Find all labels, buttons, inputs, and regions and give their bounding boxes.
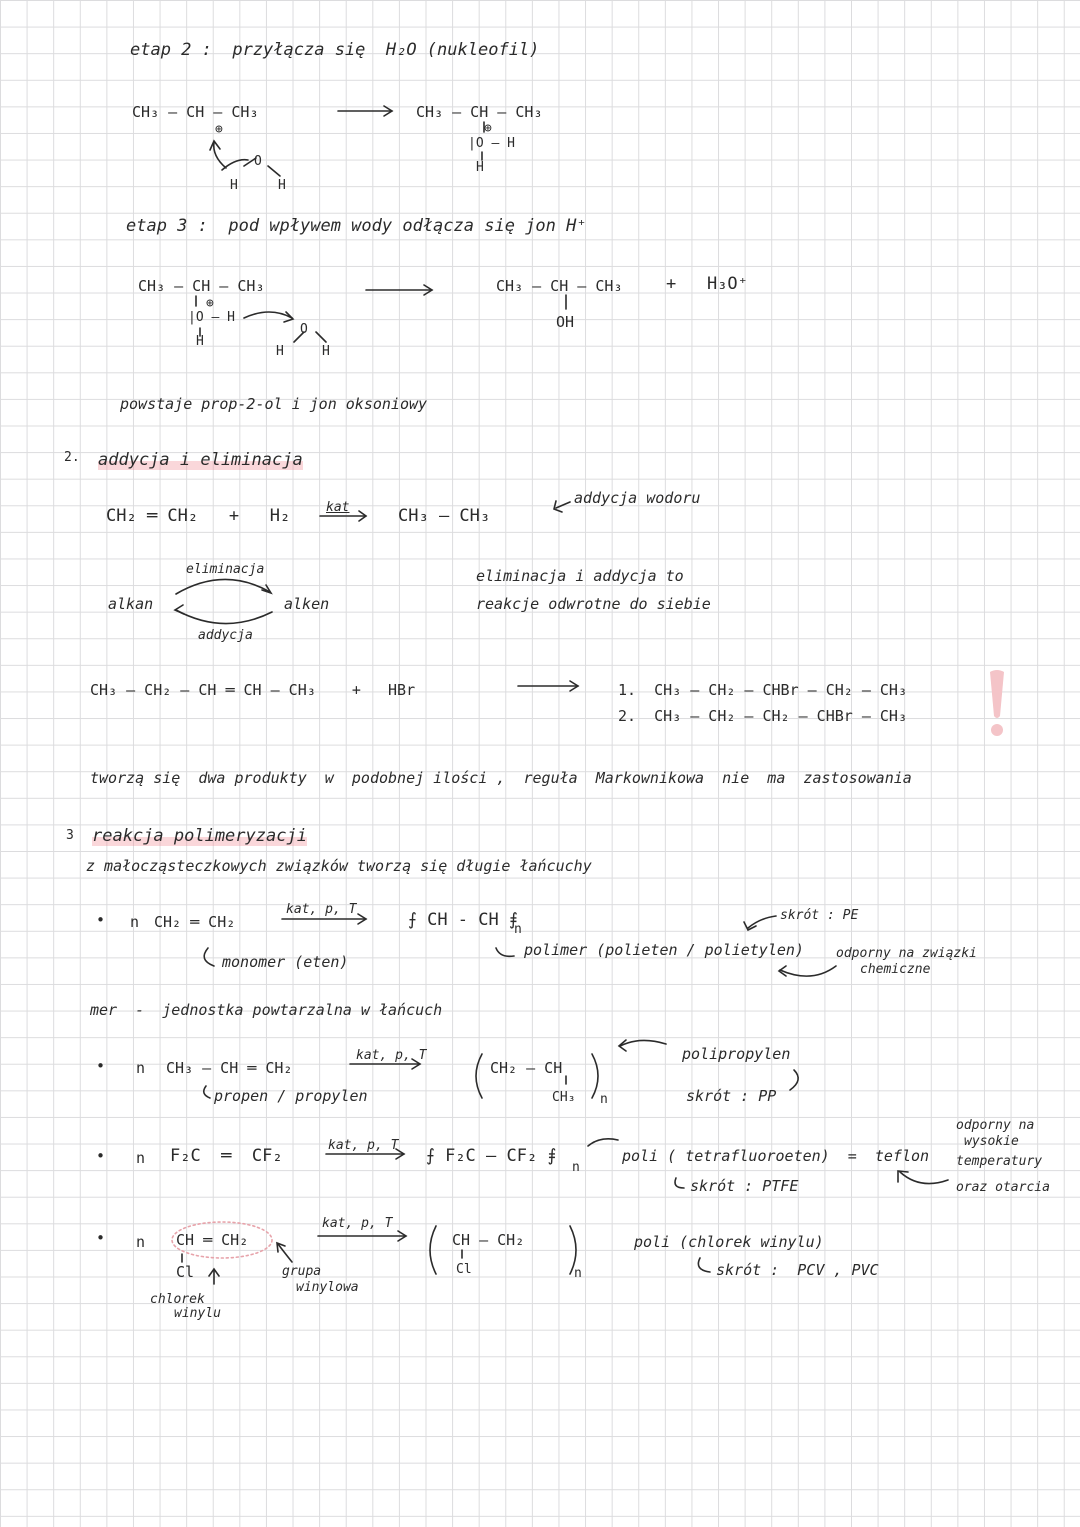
pvc-monomer-label-1: chlorek bbox=[150, 1292, 205, 1307]
pvc-group-label-1: grupa bbox=[282, 1264, 322, 1279]
etap3-product-chain: CH₃ — CH — CH₃ bbox=[496, 277, 623, 295]
pe-conditions: kat, p, T bbox=[286, 902, 357, 917]
pvc-group-label-2: winylowa bbox=[296, 1280, 359, 1295]
cycle-arrow-bottom bbox=[176, 610, 272, 624]
etap2-oh: |O — H bbox=[468, 136, 515, 151]
etap2-left-chain: CH₃ — CH — CH₃ bbox=[132, 103, 259, 121]
cycle-eliminacja: eliminacja bbox=[186, 562, 265, 577]
pp-n-sub: n bbox=[600, 1092, 608, 1107]
ptfe-abbr: skrót : PTFE bbox=[690, 1177, 799, 1195]
pe-polymer: ⨍ CH - CH ⨎ bbox=[408, 910, 518, 930]
pe-polymer-n: n bbox=[514, 922, 522, 937]
section2-number: 2. bbox=[64, 450, 80, 465]
pe-monomer-label: monomer (eten) bbox=[222, 953, 349, 971]
eq2-product-2: 2. CH₃ — CH₂ — CH₂ — CHBr — CH₃ bbox=[618, 707, 907, 725]
ptfe-note-line4: oraz otarcia bbox=[956, 1180, 1050, 1195]
section2-title: addycja i eliminacja bbox=[98, 450, 303, 470]
water-hydrogen-2: H bbox=[278, 178, 286, 193]
etap3-oxonium: + H₃O⁺ bbox=[666, 274, 748, 294]
pp-unit: CH₂ — CH bbox=[490, 1059, 563, 1077]
eq1-catalyst: kat bbox=[326, 500, 350, 515]
etap3-reaction-arrow bbox=[366, 285, 432, 295]
eq2-arrow bbox=[518, 681, 578, 691]
oxonium-charge: ⊕ bbox=[484, 121, 492, 136]
exclamation-icon bbox=[982, 668, 1012, 740]
pe-note-line2: chemiczne bbox=[860, 962, 931, 977]
section3-title: reakcja polimeryzacji bbox=[92, 826, 307, 846]
markovnikov-conclusion: tworzą się dwa produkty w podobnej ilości , reguła Markownikowa nie ma zastosowania bbox=[90, 769, 912, 787]
mer-definition: mer - jednostka powtarzalna w łańcuch bbox=[90, 1001, 443, 1019]
pvc-unit: CH — CH₂ bbox=[452, 1231, 525, 1249]
section3-number: 3 bbox=[66, 828, 74, 843]
water-hydrogen-1: H bbox=[230, 178, 238, 193]
pe-note-line1: odporny na związki bbox=[836, 946, 977, 961]
pvc-conditions: kat, p, T bbox=[322, 1216, 393, 1231]
etap3-product-oh: OH bbox=[556, 313, 575, 331]
pe-monomer: CH₂ ═ CH₂ bbox=[154, 913, 236, 931]
pp-bullet: • bbox=[96, 1057, 106, 1075]
etap3-charge: ⊕ bbox=[206, 296, 214, 311]
pvc-bullet: • bbox=[96, 1229, 106, 1247]
ptfe-polymer: ⨍ F₂C — CF₂ ⨎ bbox=[426, 1146, 557, 1166]
pp-monomer: CH₃ — CH ═ CH₂ bbox=[166, 1059, 293, 1077]
pvc-chlorine: Cl bbox=[176, 1263, 195, 1281]
etap3-h: H bbox=[196, 334, 204, 349]
note-products: powstaje prop-2-ol i jon oksoniowy bbox=[120, 395, 428, 413]
eq2-product-1: 1. CH₃ — CH₂ — CHBr — CH₂ — CH₃ bbox=[618, 681, 907, 699]
pvc-n-sub: n bbox=[574, 1266, 582, 1281]
pe-n: n bbox=[130, 913, 140, 931]
pvc-name: poli (chlorek winylu) bbox=[634, 1233, 824, 1251]
etap2-right-chain: CH₃ — CH — CH₃ bbox=[416, 103, 543, 121]
pvc-n: n bbox=[136, 1233, 146, 1251]
etap2-reaction-arrow bbox=[338, 106, 392, 116]
ptfe-note-line2: wysokie bbox=[964, 1134, 1019, 1149]
ptfe-note-line3: temperatury bbox=[956, 1154, 1043, 1169]
water-oxygen: O bbox=[254, 154, 262, 169]
ptfe-note-line1: odporny na bbox=[956, 1118, 1035, 1133]
etap3-oh: |O — H bbox=[188, 310, 235, 325]
etap2-title: etap 2 : przyłącza się H₂O (nukleofil) bbox=[130, 40, 540, 60]
eq2-reactants: CH₃ — CH₂ — CH ═ CH — CH₃ + HBr bbox=[90, 681, 416, 699]
etap2-h: H bbox=[476, 160, 484, 175]
etap3-title: etap 3 : pod wpływem wody odłącza się jon H⁺ bbox=[126, 216, 587, 236]
pvc-unit-chlorine: Cl bbox=[456, 1262, 472, 1277]
eq1-product: CH₃ — CH₃ bbox=[398, 506, 491, 526]
ptfe-conditions: kat, p, T bbox=[328, 1138, 399, 1153]
cycle-note-line1: eliminacja i addycja to bbox=[476, 567, 684, 585]
pp-conditions: kat, p, T bbox=[356, 1048, 427, 1063]
pe-polymer-name: polimer (polieten / polietylen) bbox=[524, 941, 804, 959]
etap2-curved-arrow bbox=[214, 142, 226, 168]
cycle-addycja: addycja bbox=[198, 628, 253, 643]
cycle-note-line2: reakcje odwrotne do siebie bbox=[476, 595, 711, 613]
ptfe-n: n bbox=[136, 1149, 146, 1167]
ptfe-name: poli ( tetrafluoroeten) = teflon bbox=[622, 1147, 930, 1165]
ptfe-bullet: • bbox=[96, 1147, 106, 1165]
pp-methyl: CH₃ bbox=[552, 1090, 576, 1105]
section3-intro: z małocząsteczkowych związków tworzą się długie łańcuchy bbox=[86, 857, 592, 875]
eq1-reactants: CH₂ ═ CH₂ + H₂ bbox=[106, 506, 291, 526]
ptfe-n-sub: n bbox=[572, 1160, 580, 1175]
etap3-water-h2: H bbox=[322, 344, 330, 359]
pe-bullet: • bbox=[96, 911, 106, 929]
pp-name: polipropylen bbox=[682, 1045, 791, 1063]
carbocation-charge: ⊕ bbox=[215, 122, 223, 137]
eq1-note: addycja wodoru bbox=[574, 489, 701, 507]
etap3-left-chain: CH₃ — CH — CH₃ bbox=[138, 277, 265, 295]
pvc-monomer-label-2: winylu bbox=[174, 1306, 221, 1321]
cycle-arrow-top bbox=[176, 579, 270, 594]
pe-abbr: skrót : PE bbox=[780, 908, 859, 923]
pp-monomer-label: propen / propylen bbox=[214, 1087, 368, 1105]
etap3-water-oxygen: O bbox=[300, 322, 308, 337]
pvc-monomer: CH ═ CH₂ bbox=[176, 1231, 249, 1249]
ptfe-monomer: F₂C ═ CF₂ bbox=[170, 1146, 283, 1166]
cycle-alken: alken bbox=[284, 595, 330, 613]
etap3-water-h1: H bbox=[276, 344, 284, 359]
cycle-alkan: alkan bbox=[108, 595, 154, 613]
pvc-abbr: skrót : PCV , PVC bbox=[716, 1261, 879, 1279]
pp-abbr: skrót : PP bbox=[686, 1087, 777, 1105]
pp-n: n bbox=[136, 1059, 146, 1077]
